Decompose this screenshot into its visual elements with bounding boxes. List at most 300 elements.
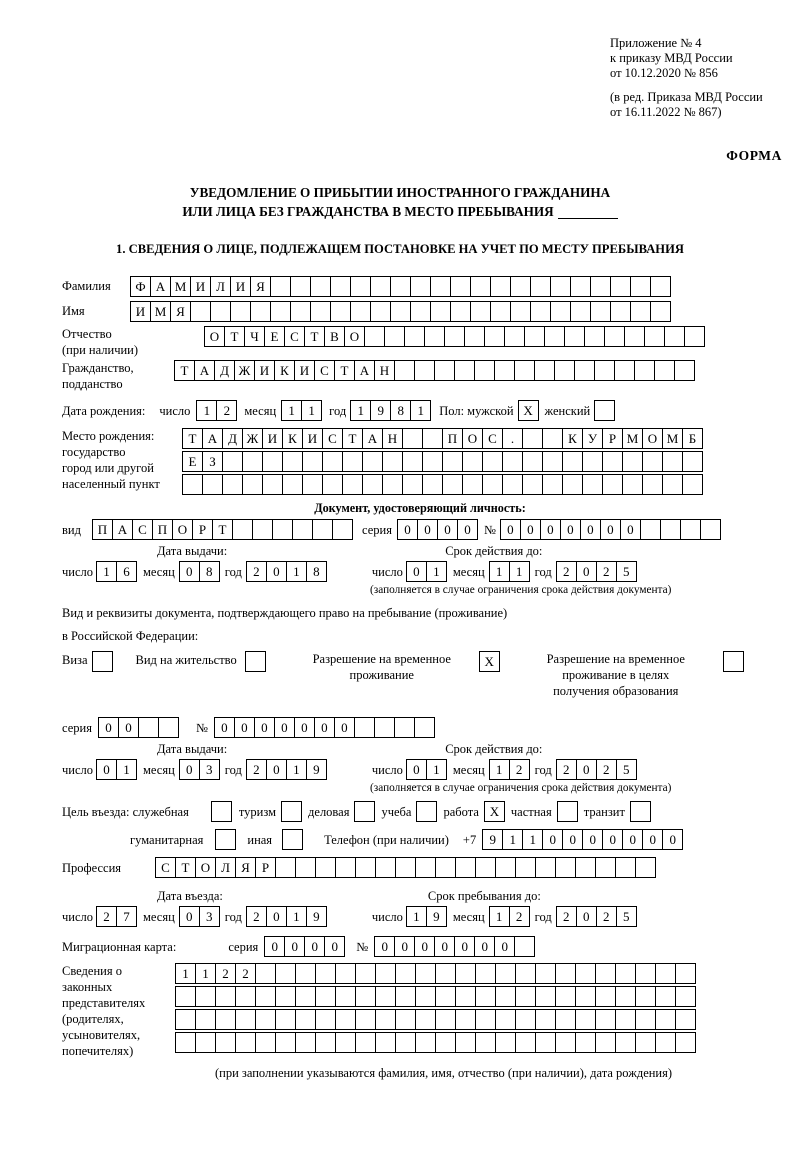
cell[interactable] xyxy=(350,301,371,322)
identity-number-input[interactable] xyxy=(500,519,720,540)
cell[interactable] xyxy=(330,276,351,297)
cell[interactable] xyxy=(534,360,555,381)
cell[interactable]: 1 xyxy=(426,759,447,780)
name-input[interactable] xyxy=(130,301,670,322)
cell[interactable] xyxy=(502,474,523,495)
cell[interactable]: Т xyxy=(334,360,355,381)
cell[interactable]: 0 xyxy=(582,829,603,850)
cell[interactable] xyxy=(322,474,343,495)
cell[interactable] xyxy=(255,1009,276,1030)
cell[interactable]: 8 xyxy=(390,400,411,421)
cell[interactable] xyxy=(355,986,376,1007)
cell[interactable] xyxy=(395,963,416,984)
cell[interactable]: 1 xyxy=(301,400,322,421)
cell[interactable] xyxy=(475,963,496,984)
reps-row-4[interactable] xyxy=(175,1032,695,1053)
cell[interactable]: 1 xyxy=(196,400,217,421)
identity-issue-year-input[interactable] xyxy=(246,561,326,582)
cell[interactable] xyxy=(355,1032,376,1053)
cell[interactable] xyxy=(594,360,615,381)
cell[interactable]: Т xyxy=(224,326,245,347)
cell[interactable] xyxy=(635,986,656,1007)
cell[interactable] xyxy=(615,1009,636,1030)
cell[interactable]: Б xyxy=(682,428,703,449)
cell[interactable] xyxy=(282,451,303,472)
cell[interactable] xyxy=(435,963,456,984)
cell[interactable]: 0 xyxy=(580,519,601,540)
cell[interactable] xyxy=(635,963,656,984)
cell[interactable] xyxy=(514,936,535,957)
cell[interactable]: 0 xyxy=(397,519,418,540)
cell[interactable] xyxy=(315,986,336,1007)
cell[interactable] xyxy=(375,1009,396,1030)
cell[interactable]: 0 xyxy=(622,829,643,850)
cell[interactable]: М xyxy=(150,301,171,322)
cell[interactable] xyxy=(262,474,283,495)
cell[interactable] xyxy=(495,1009,516,1030)
cell[interactable] xyxy=(182,474,203,495)
cell[interactable]: А xyxy=(112,519,133,540)
cell[interactable]: А xyxy=(194,360,215,381)
cell[interactable] xyxy=(450,301,471,322)
cell[interactable] xyxy=(640,519,661,540)
cell[interactable] xyxy=(415,986,436,1007)
cell[interactable] xyxy=(554,360,575,381)
cell[interactable]: 0 xyxy=(600,519,621,540)
cell[interactable] xyxy=(211,801,232,822)
cell[interactable]: Ж xyxy=(234,360,255,381)
cell[interactable]: И xyxy=(130,301,151,322)
cell[interactable]: 0 xyxy=(500,519,521,540)
cell[interactable] xyxy=(464,326,485,347)
cell[interactable] xyxy=(515,857,536,878)
cell[interactable] xyxy=(630,276,651,297)
cell[interactable] xyxy=(272,519,293,540)
cell[interactable]: М xyxy=(662,428,683,449)
cell[interactable] xyxy=(335,986,356,1007)
cell[interactable] xyxy=(614,360,635,381)
cell[interactable] xyxy=(275,963,296,984)
cell[interactable] xyxy=(390,276,411,297)
cell[interactable]: 0 xyxy=(266,561,287,582)
cell[interactable]: И xyxy=(190,276,211,297)
cell[interactable] xyxy=(550,301,571,322)
cell[interactable]: 0 xyxy=(179,561,200,582)
cell[interactable]: X xyxy=(479,651,500,672)
cell[interactable] xyxy=(295,857,316,878)
cell[interactable] xyxy=(522,428,543,449)
cell[interactable] xyxy=(394,717,415,738)
cell[interactable] xyxy=(422,451,443,472)
citizenship-input[interactable] xyxy=(174,360,694,381)
cell[interactable] xyxy=(615,857,636,878)
patronymic-input[interactable] xyxy=(204,326,704,347)
cell[interactable] xyxy=(462,474,483,495)
identity-issue-day-input[interactable] xyxy=(96,561,136,582)
cell[interactable] xyxy=(700,519,721,540)
cell[interactable]: Л xyxy=(210,276,231,297)
cell[interactable]: 2 xyxy=(246,561,267,582)
cell[interactable] xyxy=(642,451,663,472)
cell[interactable] xyxy=(262,451,283,472)
cell[interactable] xyxy=(542,428,563,449)
cell[interactable]: 9 xyxy=(306,906,327,927)
purpose-study-checkbox[interactable] xyxy=(416,801,436,822)
reps-row-1[interactable] xyxy=(175,963,695,984)
stay-valid-month-input[interactable] xyxy=(489,759,529,780)
cell[interactable] xyxy=(322,451,343,472)
cell[interactable] xyxy=(402,474,423,495)
cell[interactable]: 0 xyxy=(304,936,325,957)
cell[interactable]: 1 xyxy=(489,906,510,927)
cell[interactable]: 0 xyxy=(620,519,641,540)
cell[interactable] xyxy=(375,857,396,878)
edu-residence-checkbox[interactable] xyxy=(723,651,743,672)
cell[interactable]: 0 xyxy=(394,936,415,957)
cell[interactable] xyxy=(584,326,605,347)
cell[interactable] xyxy=(410,301,431,322)
cell[interactable] xyxy=(562,474,583,495)
cell[interactable] xyxy=(557,801,578,822)
cell[interactable] xyxy=(455,963,476,984)
cell[interactable]: 0 xyxy=(294,717,315,738)
cell[interactable]: 1 xyxy=(522,829,543,850)
cell[interactable] xyxy=(630,301,651,322)
cell[interactable] xyxy=(215,1032,236,1053)
cell[interactable]: Р xyxy=(255,857,276,878)
cell[interactable] xyxy=(542,474,563,495)
cell[interactable]: С xyxy=(284,326,305,347)
cell[interactable]: 1 xyxy=(509,561,530,582)
cell[interactable]: 0 xyxy=(540,519,561,540)
cell[interactable] xyxy=(482,474,503,495)
cell[interactable] xyxy=(515,1032,536,1053)
cell[interactable]: 0 xyxy=(374,936,395,957)
cell[interactable]: Л xyxy=(215,857,236,878)
cell[interactable] xyxy=(595,1032,616,1053)
cell[interactable] xyxy=(410,276,431,297)
cell[interactable]: 2 xyxy=(246,759,267,780)
cell[interactable] xyxy=(395,1032,416,1053)
cell[interactable] xyxy=(195,986,216,1007)
cell[interactable] xyxy=(590,301,611,322)
cell[interactable]: О xyxy=(462,428,483,449)
cell[interactable] xyxy=(138,717,159,738)
cell[interactable] xyxy=(530,301,551,322)
cell[interactable] xyxy=(242,451,263,472)
cell[interactable] xyxy=(404,326,425,347)
cell[interactable]: 2 xyxy=(596,561,617,582)
cell[interactable]: З xyxy=(202,451,223,472)
cell[interactable] xyxy=(475,986,496,1007)
cell[interactable] xyxy=(622,451,643,472)
cell[interactable]: 0 xyxy=(576,759,597,780)
cell[interactable]: 1 xyxy=(426,561,447,582)
cell[interactable]: 1 xyxy=(489,561,510,582)
cell[interactable] xyxy=(310,301,331,322)
cell[interactable]: 9 xyxy=(306,759,327,780)
cell[interactable] xyxy=(675,1009,696,1030)
cell[interactable]: О xyxy=(642,428,663,449)
cell[interactable]: 5 xyxy=(616,906,637,927)
cell[interactable] xyxy=(395,986,416,1007)
stay-issue-month-input[interactable] xyxy=(179,759,219,780)
cell[interactable]: 2 xyxy=(96,906,117,927)
cell[interactable]: 8 xyxy=(306,561,327,582)
cell[interactable] xyxy=(364,326,385,347)
cell[interactable]: 0 xyxy=(406,759,427,780)
cell[interactable] xyxy=(515,963,536,984)
cell[interactable] xyxy=(210,301,231,322)
cell[interactable]: 0 xyxy=(324,936,345,957)
cell[interactable] xyxy=(402,428,423,449)
migration-series-input[interactable] xyxy=(264,936,344,957)
cell[interactable] xyxy=(335,963,356,984)
cell[interactable]: 0 xyxy=(266,906,287,927)
cell[interactable] xyxy=(335,1009,356,1030)
cell[interactable]: 0 xyxy=(454,936,475,957)
sex-female-checkbox[interactable] xyxy=(594,400,614,421)
cell[interactable]: О xyxy=(172,519,193,540)
cell[interactable] xyxy=(615,986,636,1007)
cell[interactable]: К xyxy=(282,428,303,449)
cell[interactable] xyxy=(335,857,356,878)
cell[interactable] xyxy=(475,1032,496,1053)
cell[interactable]: 2 xyxy=(556,561,577,582)
cell[interactable] xyxy=(535,963,556,984)
cell[interactable] xyxy=(535,1032,556,1053)
stay-until-month-input[interactable] xyxy=(489,906,529,927)
cell[interactable] xyxy=(415,963,436,984)
identity-valid-year-input[interactable] xyxy=(556,561,636,582)
cell[interactable] xyxy=(675,1032,696,1053)
cell[interactable]: Т xyxy=(342,428,363,449)
cell[interactable] xyxy=(382,451,403,472)
cell[interactable]: А xyxy=(150,276,171,297)
cell[interactable] xyxy=(555,1032,576,1053)
cell[interactable] xyxy=(442,474,463,495)
stay-issue-day-input[interactable] xyxy=(96,759,136,780)
cell[interactable] xyxy=(650,276,671,297)
cell[interactable]: 2 xyxy=(556,906,577,927)
birth-month-input[interactable] xyxy=(281,400,321,421)
cell[interactable] xyxy=(444,326,465,347)
cell[interactable] xyxy=(374,717,395,738)
identity-series-input[interactable] xyxy=(397,519,477,540)
cell[interactable]: П xyxy=(152,519,173,540)
cell[interactable] xyxy=(504,326,525,347)
cell[interactable]: 0 xyxy=(560,519,581,540)
cell[interactable]: Е xyxy=(182,451,203,472)
cell[interactable] xyxy=(650,301,671,322)
temp-residence-checkbox[interactable] xyxy=(479,651,499,672)
cell[interactable]: 0 xyxy=(406,561,427,582)
cell[interactable]: 0 xyxy=(314,717,335,738)
cell[interactable] xyxy=(664,326,685,347)
cell[interactable] xyxy=(475,857,496,878)
cell[interactable] xyxy=(455,986,476,1007)
cell[interactable]: А xyxy=(202,428,223,449)
cell[interactable]: К xyxy=(274,360,295,381)
stay-until-day-input[interactable] xyxy=(406,906,446,927)
stay-valid-day-input[interactable] xyxy=(406,759,446,780)
cell[interactable] xyxy=(350,276,371,297)
cell[interactable]: 0 xyxy=(457,519,478,540)
cell[interactable] xyxy=(190,301,211,322)
cell[interactable] xyxy=(644,326,665,347)
cell[interactable]: 1 xyxy=(195,963,216,984)
cell[interactable] xyxy=(494,360,515,381)
cell[interactable] xyxy=(402,451,423,472)
cell[interactable] xyxy=(434,360,455,381)
cell[interactable] xyxy=(610,301,631,322)
cell[interactable] xyxy=(495,857,516,878)
cell[interactable] xyxy=(290,301,311,322)
cell[interactable] xyxy=(502,451,523,472)
cell[interactable]: 0 xyxy=(234,717,255,738)
cell[interactable] xyxy=(302,451,323,472)
cell[interactable] xyxy=(595,963,616,984)
cell[interactable] xyxy=(430,301,451,322)
cell[interactable]: 0 xyxy=(494,936,515,957)
cell[interactable]: Н xyxy=(374,360,395,381)
cell[interactable] xyxy=(470,301,491,322)
cell[interactable] xyxy=(555,986,576,1007)
cell[interactable] xyxy=(282,474,303,495)
cell[interactable] xyxy=(342,474,363,495)
cell[interactable] xyxy=(582,451,603,472)
cell[interactable]: 5 xyxy=(616,759,637,780)
cell[interactable] xyxy=(542,451,563,472)
cell[interactable] xyxy=(252,519,273,540)
cell[interactable]: М xyxy=(622,428,643,449)
cell[interactable] xyxy=(92,651,113,672)
cell[interactable] xyxy=(312,519,333,540)
cell[interactable] xyxy=(660,519,681,540)
stay-number-input[interactable] xyxy=(214,717,434,738)
cell[interactable]: 1 xyxy=(286,759,307,780)
identity-issue-month-input[interactable] xyxy=(179,561,219,582)
cell[interactable] xyxy=(250,301,271,322)
cell[interactable] xyxy=(535,986,556,1007)
cell[interactable] xyxy=(215,1009,236,1030)
cell[interactable] xyxy=(415,857,436,878)
cell[interactable] xyxy=(355,857,376,878)
cell[interactable] xyxy=(575,1009,596,1030)
cell[interactable]: 0 xyxy=(417,519,438,540)
cell[interactable]: 0 xyxy=(274,717,295,738)
cell[interactable] xyxy=(602,474,623,495)
cell[interactable] xyxy=(310,276,331,297)
cell[interactable]: 0 xyxy=(334,717,355,738)
cell[interactable] xyxy=(375,1032,396,1053)
cell[interactable] xyxy=(195,1009,216,1030)
cell[interactable]: 0 xyxy=(562,829,583,850)
cell[interactable] xyxy=(662,474,683,495)
cell[interactable] xyxy=(574,360,595,381)
cell[interactable]: 1 xyxy=(286,906,307,927)
cell[interactable]: 0 xyxy=(179,759,200,780)
cell[interactable]: 2 xyxy=(246,906,267,927)
cell[interactable] xyxy=(675,986,696,1007)
cell[interactable] xyxy=(535,1009,556,1030)
stay-valid-year-input[interactable] xyxy=(556,759,636,780)
cell[interactable] xyxy=(602,451,623,472)
cell[interactable] xyxy=(375,986,396,1007)
cell[interactable]: X xyxy=(518,400,539,421)
cell[interactable] xyxy=(495,986,516,1007)
cell[interactable]: 0 xyxy=(264,936,285,957)
cell[interactable]: 0 xyxy=(284,936,305,957)
cell[interactable] xyxy=(510,276,531,297)
stay-until-year-input[interactable] xyxy=(556,906,636,927)
purpose-work-checkbox[interactable] xyxy=(484,801,504,822)
phone-input[interactable] xyxy=(482,829,682,850)
cell[interactable]: 0 xyxy=(434,936,455,957)
cell[interactable] xyxy=(255,963,276,984)
cell[interactable] xyxy=(462,451,483,472)
cell[interactable]: 1 xyxy=(175,963,196,984)
cell[interactable] xyxy=(315,1032,336,1053)
entry-day-input[interactable] xyxy=(96,906,136,927)
cell[interactable]: 0 xyxy=(266,759,287,780)
cell[interactable] xyxy=(275,1032,296,1053)
cell[interactable] xyxy=(295,986,316,1007)
cell[interactable]: Ж xyxy=(242,428,263,449)
cell[interactable] xyxy=(684,326,705,347)
cell[interactable]: Т xyxy=(174,360,195,381)
cell[interactable] xyxy=(370,301,391,322)
cell[interactable] xyxy=(275,857,296,878)
cell[interactable] xyxy=(354,801,375,822)
cell[interactable] xyxy=(680,519,701,540)
cell[interactable] xyxy=(634,360,655,381)
cell[interactable]: 3 xyxy=(199,759,220,780)
cell[interactable] xyxy=(281,801,302,822)
cell[interactable] xyxy=(395,857,416,878)
cell[interactable] xyxy=(723,651,744,672)
cell[interactable]: 6 xyxy=(116,561,137,582)
birthplace-row-1[interactable] xyxy=(182,428,702,449)
cell[interactable] xyxy=(475,1009,496,1030)
cell[interactable]: 2 xyxy=(509,906,530,927)
cell[interactable] xyxy=(332,519,353,540)
cell[interactable] xyxy=(215,986,236,1007)
cell[interactable]: С xyxy=(155,857,176,878)
birth-day-input[interactable] xyxy=(196,400,236,421)
cell[interactable] xyxy=(435,1032,456,1053)
cell[interactable] xyxy=(615,963,636,984)
cell[interactable]: 0 xyxy=(98,717,119,738)
cell[interactable] xyxy=(315,1009,336,1030)
cell[interactable]: 0 xyxy=(437,519,458,540)
cell[interactable]: 2 xyxy=(556,759,577,780)
cell[interactable]: С xyxy=(482,428,503,449)
cell[interactable] xyxy=(524,326,545,347)
cell[interactable] xyxy=(382,474,403,495)
cell[interactable]: 0 xyxy=(118,717,139,738)
cell[interactable]: 0 xyxy=(474,936,495,957)
cell[interactable] xyxy=(482,451,503,472)
cell[interactable] xyxy=(175,1009,196,1030)
cell[interactable]: П xyxy=(442,428,463,449)
cell[interactable]: 0 xyxy=(96,759,117,780)
cell[interactable]: 5 xyxy=(616,561,637,582)
cell[interactable] xyxy=(158,717,179,738)
cell[interactable] xyxy=(682,474,703,495)
cell[interactable] xyxy=(442,451,463,472)
surname-input[interactable] xyxy=(130,276,670,297)
